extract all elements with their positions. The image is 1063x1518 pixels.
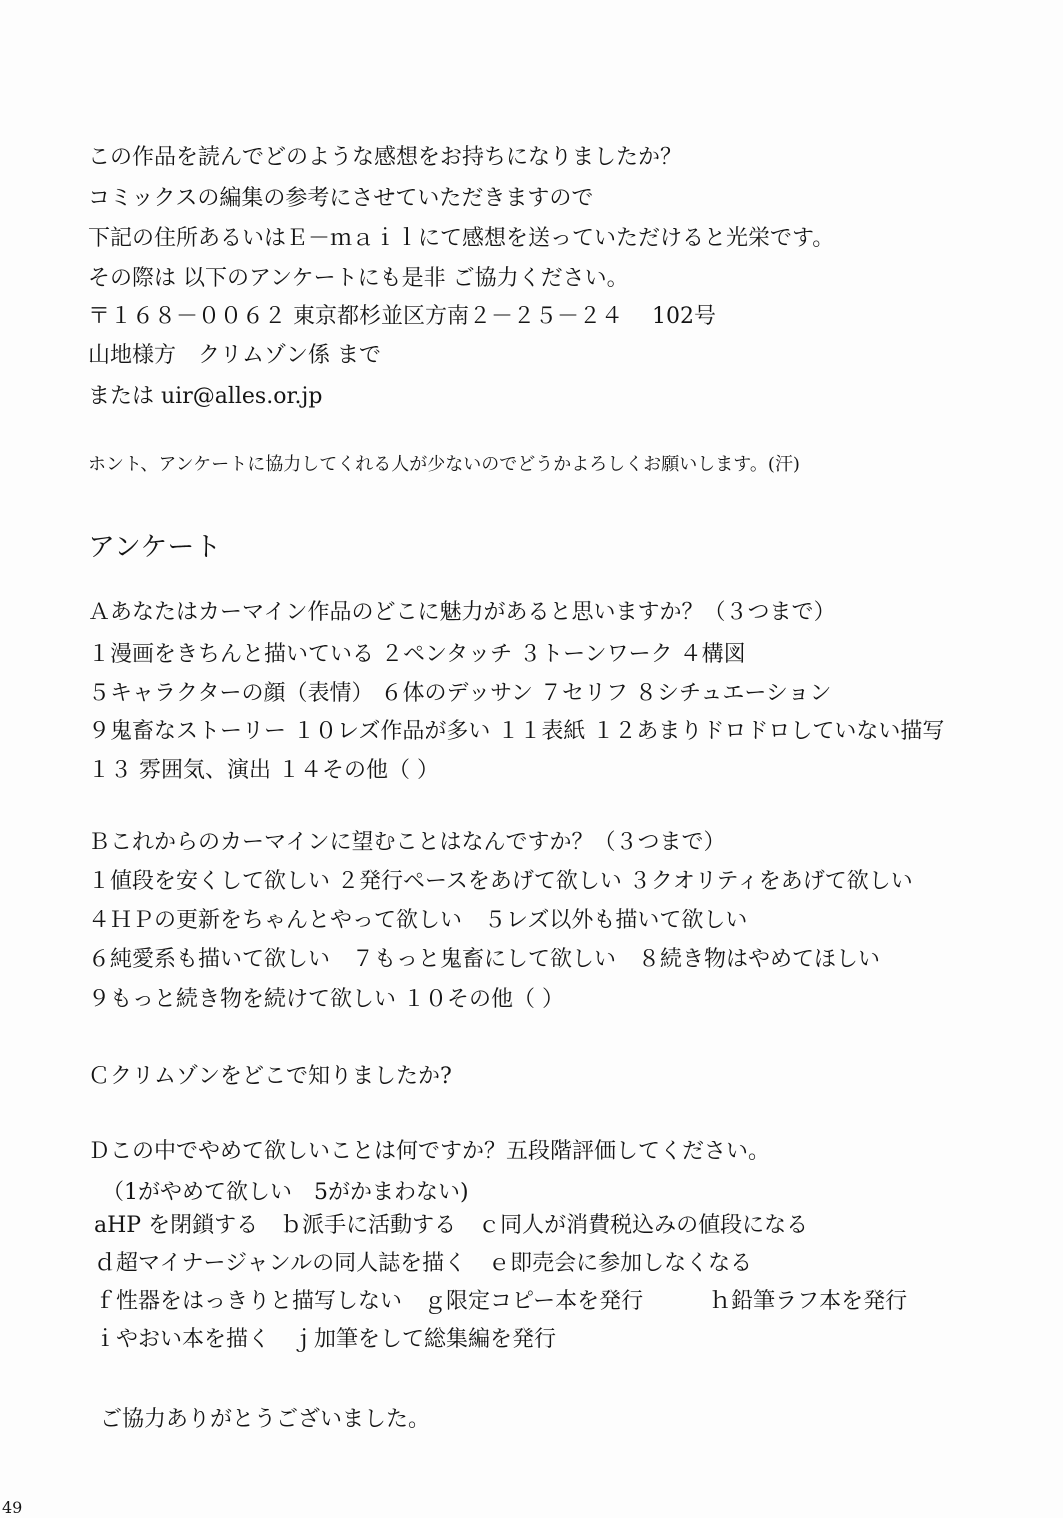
closing-thanks: ご協力ありがとうございました。 [100,1407,431,1432]
section-a-options-3: ９鬼畜なストーリー １０レズ作品が多い １１表紙 １２あまりドロドロしていない描写 [88,719,945,744]
section-b-options-1: １値段を安くして欲しい ２発行ペースをあげて欲しい ３クオリティをあげて欲しい [88,869,913,894]
intro-line-4: その際は 以下のアンケートにも是非 ご協力ください。 [88,266,629,291]
section-d-options-4: ｉやおい本を描く ｊ加筆をして総集編を発行 [94,1327,557,1352]
section-b-options-4: ９もっと続き物を続けて欲しい １０その他（ ） [88,987,564,1012]
survey-title: アンケート [88,532,222,563]
intro-line-2: コミックスの編集の参考にさせていただきますので [88,186,594,211]
address-line: 〒１６８－００６２ 東京都杉並区方南２－２５－２４ 102号 [88,304,716,329]
section-a-options-4: １３ 雰囲気、演出 １４その他（ ） [88,758,439,783]
intro-line-1: この作品を読んでどのような感想をお持ちになりましたか？ [88,145,683,170]
section-d-options-3: ｆ性器をはっきりと描写しない ｇ限定コピー本を発行 ｈ鉛筆ラフ本を発行 [94,1289,908,1314]
section-d-rating-note: （1がやめて欲しい 5がかまわない) [102,1180,469,1205]
intro-note: ホント、アンケートに協力してくれる人が少ないのでどうかよろしくお願いします。(汗) [88,454,800,475]
section-c-question: Ｃクリムゾンをどこで知りましたか? [88,1064,452,1089]
recipient-line: 山地様方 クリムゾン係 まで [88,343,381,368]
section-b-options-2: ４ＨＰの更新をちゃんとやって欲しい ５レズ以外も描いて欲しい [88,908,748,933]
section-b-options-3: ６純愛系も描いて欲しい ７もっと鬼畜にして欲しい ８続き物はやめてほしい [88,947,881,972]
page-number: 49 [2,1498,23,1517]
section-d-options-2: ｄ超マイナージャンルの同人誌を描く ｅ即売会に参加しなくなる [94,1251,753,1276]
section-a-options-1: １漫画をきちんと描いている ２ペンタッチ ３トーンワーク ４構図 [88,642,746,667]
section-a-options-2: ５キャラクターの顔（表情） ６体のデッサン ７セリフ ８シチュエーション [88,681,832,706]
intro-line-3: 下記の住所あるいはＥ－ｍａｉｌにて感想を送っていただけると光栄です。 [88,226,835,251]
section-d-question: Ｄこの中でやめて欲しいことは何ですか？五段階評価してください。 [88,1139,771,1164]
email-line: または uir@alles.or.jp [88,384,323,409]
section-b-question: Ｂこれからのカーマインに望むことはなんですか？（３つまで） [88,830,726,855]
section-d-options-1: aHP を閉鎖する ｂ派手に活動する ｃ同人が消費税込みの値段になる [94,1213,809,1238]
section-a-question: Ａあなたはカーマイン作品のどこに魅力があると思いますか？（３つまで） [88,600,836,625]
